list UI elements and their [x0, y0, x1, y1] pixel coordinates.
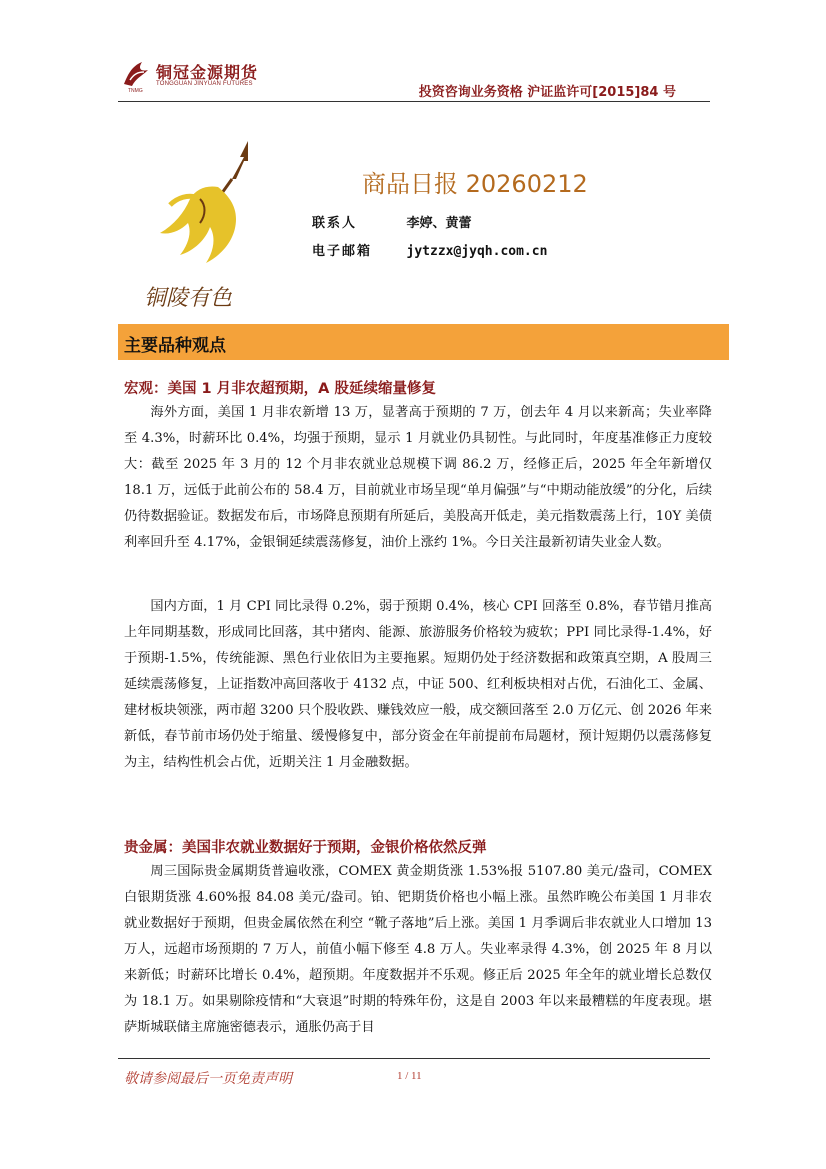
contact-label: 联系人 — [312, 216, 358, 231]
report-title: 商品日报 20260212 — [362, 170, 588, 198]
logo-caption: 铜陵有色 — [144, 286, 233, 311]
brand-logo — [120, 56, 280, 96]
brand-name-en: TONGGUAN JINYUAN FUTURES — [156, 81, 253, 87]
contact-value: 李婷、黄蕾 — [406, 216, 472, 231]
email-label: 电子邮箱 — [312, 244, 373, 259]
article-paragraph: 海外方面，美国 1 月非农新增 13 万，显著高于预期的 7 万，创去年 4 月以来新高；失业率降至 4.3%，时薪环比 0.4%，均强于预期，显示 1 月就业仍具韧性。与此同时，年度基准修正力度较大：截至 2025 年 3 月的 12 个月非农就业总规模下调 86.2 万，经修正后，2025 年全年新增仅 18.1 万，远低于此前公布的 58.4 万，目前就业市场呈现“单月偏强”与“中期动能放缓”的分化，后续仍待数据验证。数据发布后，市场降息预期有所延后，美股高开低走，美元指数震荡上行，10Y 美债利率回升至 4.17%，金银铜延续震荡修复，油价上涨约 1%。今日关注最新初请失业金人数。 — [124, 405, 712, 550]
section-title: 主要品种观点 — [124, 336, 226, 356]
brand-mark-icon — [120, 56, 154, 90]
article-heading-macro: 宏观：美国 1 月非农超预期，A 股延续缩量修复 — [124, 381, 436, 397]
footer-divider — [118, 1058, 710, 1059]
article-paragraph: 周三国际贵金属期货普遍收涨，COMEX 黄金期货涨 1.53%报 5107.80 美元/盎司，COMEX 白银期货涨 4.60%报 84.08 美元/盎司。铂、钯期货价格也小幅上涨。虽然昨晚公布美国 1 月非农就业数据好于预期，但贵金属依然在利空 “靴子落地”后上涨。美国 1 月季调后非农就业人口增加 13 万人，远超市场预期的 7 万人，前值小幅下修至 4.8 万人。失业率录得 4.3%，创 2025 年 8 月以来新低；时薪环比增长 0.4%，超预期。年度数据并不乐观。修正后 2025 年全年的就业增长总数仅为 18.1 万。如果剔除疫情和“大衰退”时期的特殊年份，这是自 2003 年以来最糟糕的年度表现。堪萨斯城联储主席施密德表示，通胀仍高于目 — [124, 864, 712, 1035]
contact-row — [312, 212, 472, 231]
disclaimer-link[interactable]: 敬请参阅最后一页免责声明 — [124, 1071, 292, 1087]
article-heading-precious-metals: 贵金属：美国非农就业数据好于预期，金银价格依然反弹 — [124, 840, 487, 856]
email-row — [312, 240, 547, 259]
email-value[interactable]: jytzzx@jyqh.com.cn — [406, 244, 548, 259]
header-divider — [118, 101, 710, 102]
license-text: 投资咨询业务资格 沪证监许可[2015]84 号 — [418, 85, 676, 100]
brand-tag: TNMG — [128, 88, 143, 94]
tongling-youse-logo-icon — [140, 135, 280, 315]
page-number: 1 / 11 — [397, 1070, 422, 1082]
section-banner — [118, 324, 729, 360]
article-paragraph: 国内方面，1 月 CPI 同比录得 0.2%，弱于预期 0.4%，核心 CPI 回落至 0.8%，春节错月推高上年同期基数，形成同比回落，其中猪肉、能源、旅游服务价格较为疲软；PPI 同比录得-1.4%，好于预期-1.5%，传统能源、黑色行业依旧为主要拖累。短期仍处于经济数据和政策真空期，A 股周三延续震荡修复，上证指数冲高回落收于 4132 点，中证 500、红利板块相对占优，石油化工、金属、建材板块领涨，两市超 3200 只个股收跌、赚钱效应一般，成交额回落至 2.0 万亿元、创 2026 年来新低，春节前市场仍处于缩量、缓慢修复中，部分资金在年前提前布局题材，预计短期仍以震荡修复为主，结构性机会占优，近期关注 1 月金融数据。 — [124, 599, 712, 770]
brand-name-cn: 铜冠金源期货 — [156, 63, 259, 82]
